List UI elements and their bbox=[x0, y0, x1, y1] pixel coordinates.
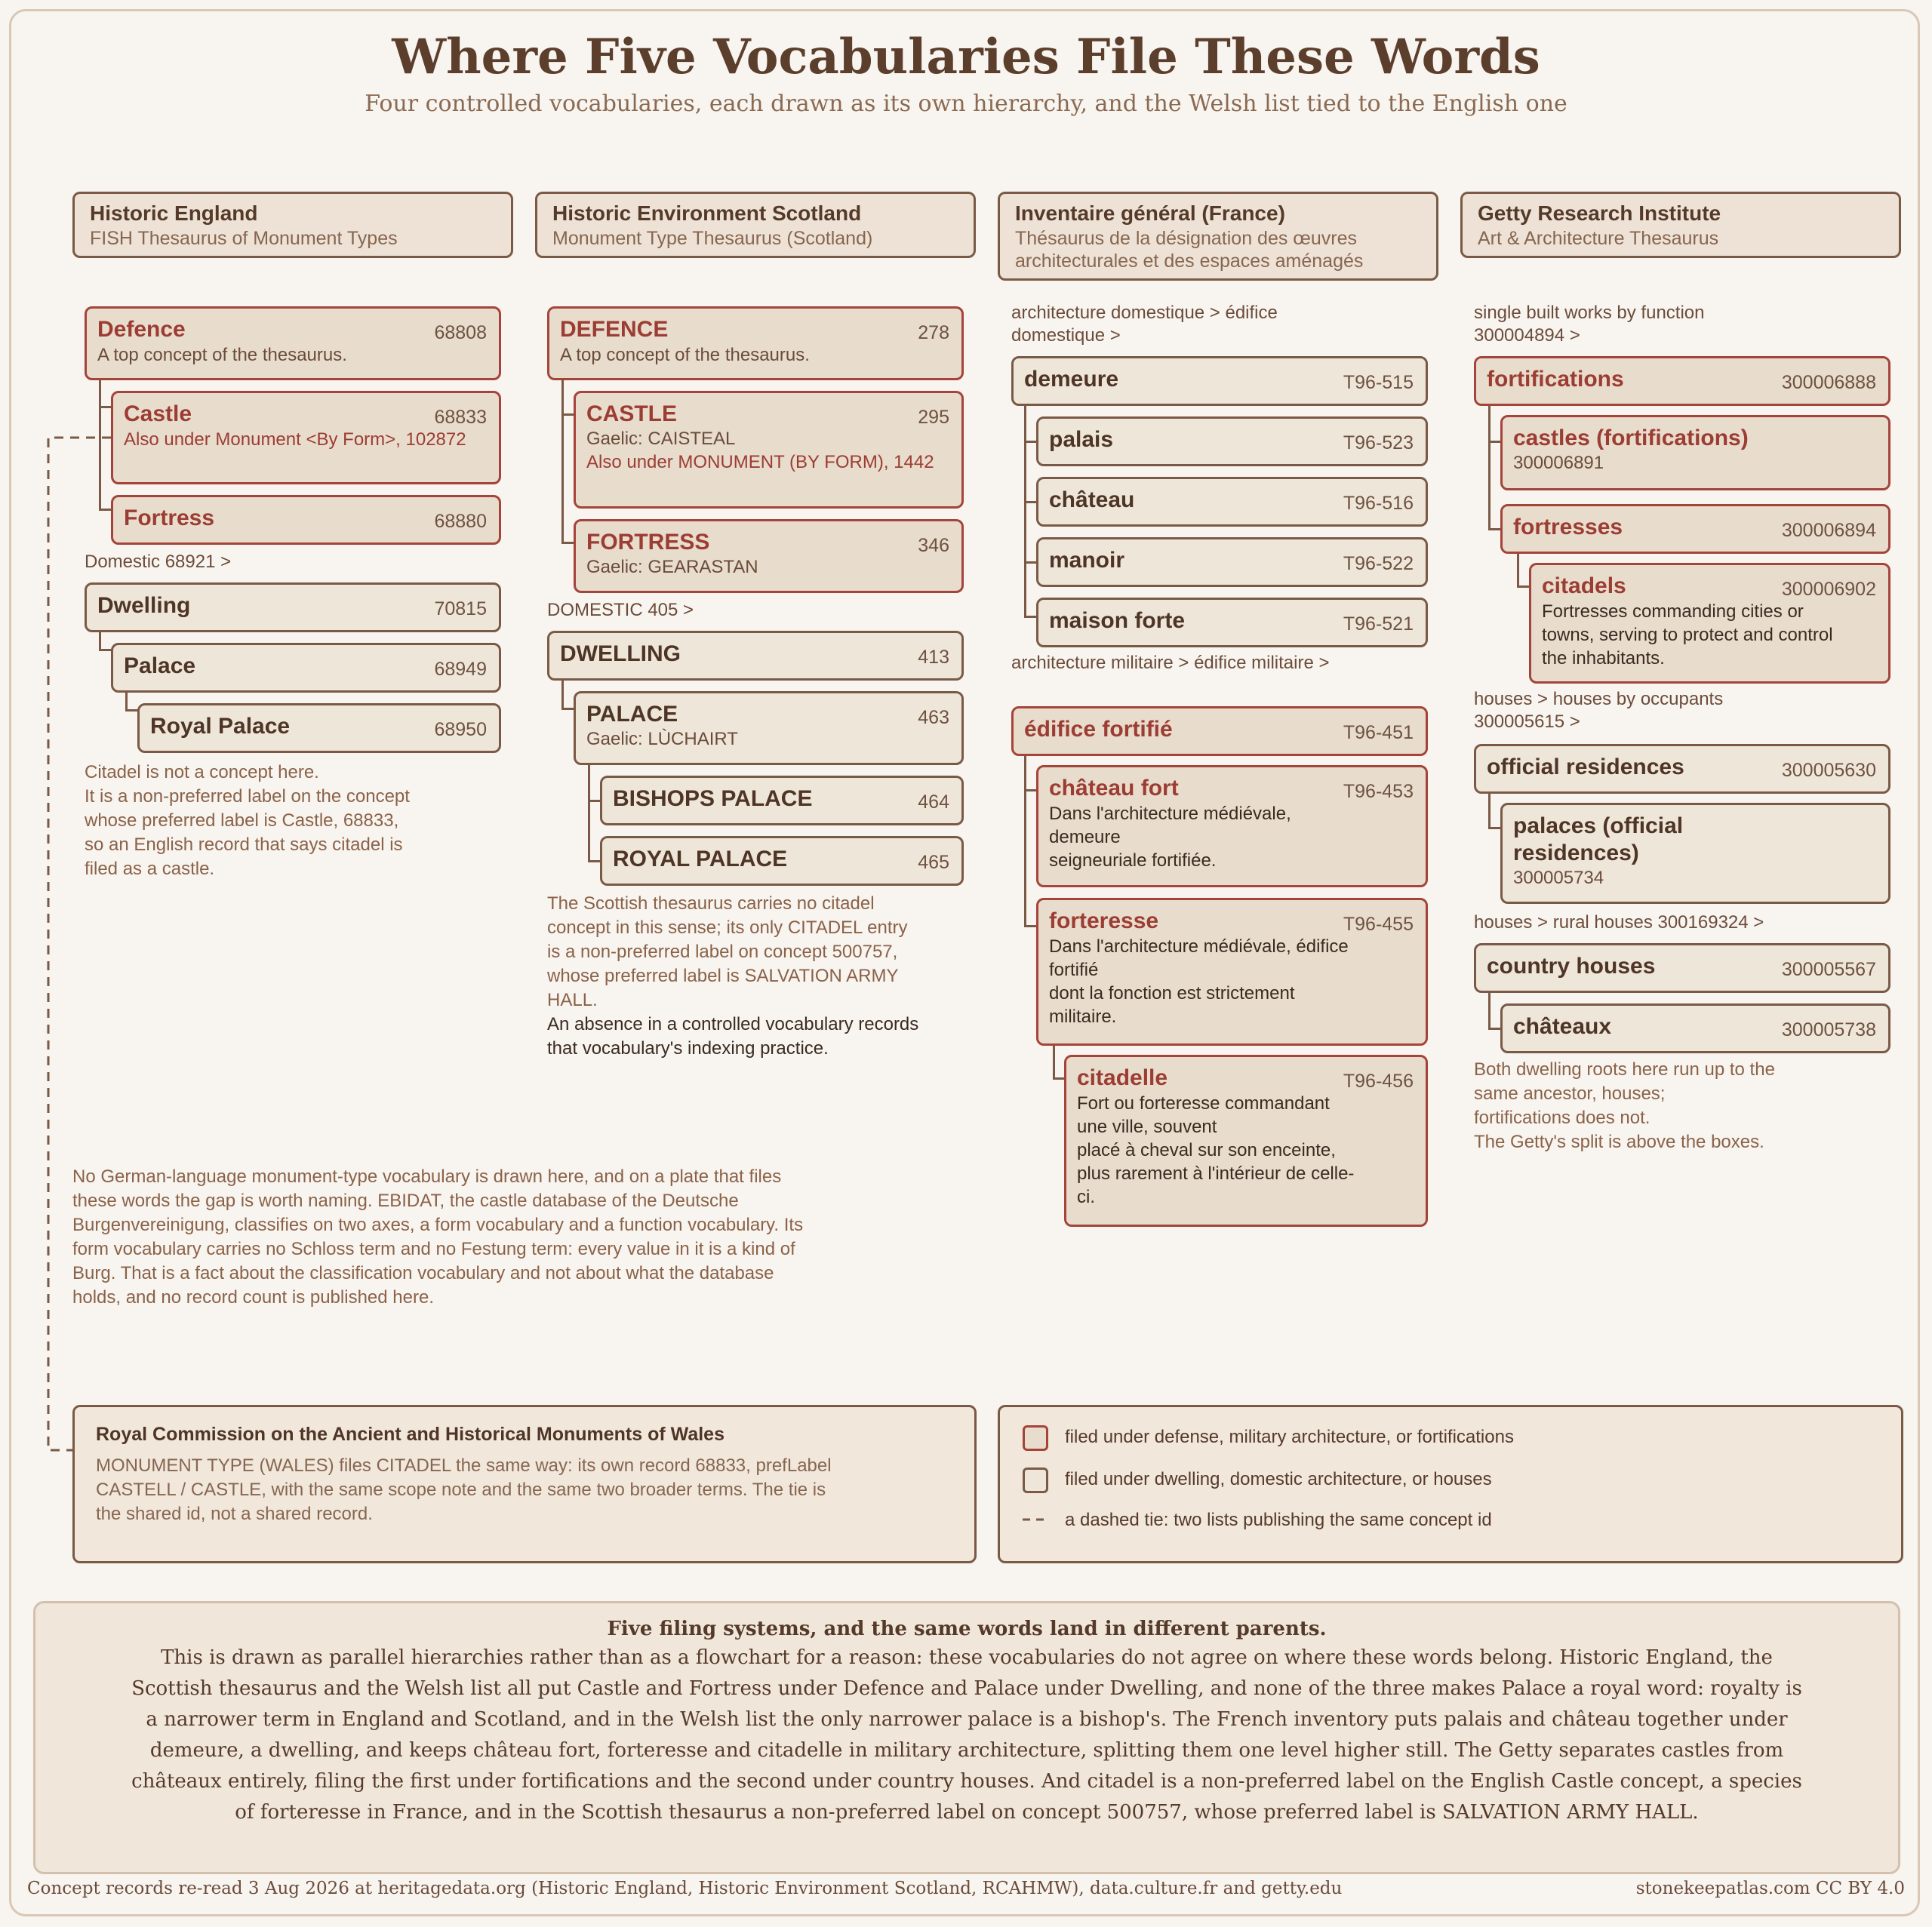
node-id: 300005738 bbox=[1781, 1019, 1876, 1040]
node-id: T96-453 bbox=[1343, 781, 1414, 802]
node-label: édifice fortifié bbox=[1024, 717, 1173, 742]
legend-label: filed under dwelling, domestic architecture, or houses bbox=[1065, 1469, 1492, 1489]
node-label: official residences bbox=[1487, 755, 1684, 779]
breadcrumb: architecture domestique > édifice domestique > bbox=[1011, 303, 1278, 346]
node-note: A top concept of the thesaurus. bbox=[97, 345, 347, 365]
node-id: 465 bbox=[918, 852, 949, 873]
node-id: 68880 bbox=[434, 511, 487, 532]
node-label: maison forte bbox=[1049, 608, 1186, 633]
breadcrumb: single built works by function 300004894 > bbox=[1474, 303, 1705, 346]
node-id: T96-521 bbox=[1343, 613, 1414, 635]
legend-label: a dashed tie: two lists publishing the same concept id bbox=[1065, 1510, 1492, 1530]
column-header-subtitle: Thésaurus de la désignation des œuvres architecturales et des espaces aménagés bbox=[1015, 228, 1364, 272]
node-id: T96-523 bbox=[1343, 432, 1414, 453]
breadcrumb: Domestic 68921 > bbox=[85, 552, 232, 572]
node-label: ROYAL PALACE bbox=[613, 847, 788, 871]
node-label: FORTRESS bbox=[586, 530, 710, 555]
node-id: 346 bbox=[918, 535, 949, 556]
node-label: Dwelling bbox=[97, 593, 191, 618]
column-header-subtitle: Monument Type Thesaurus (Scotland) bbox=[552, 228, 873, 249]
column-header-subtitle: Art & Architecture Thesaurus bbox=[1478, 228, 1719, 249]
node-label: château bbox=[1049, 487, 1135, 512]
legend-dash-icon bbox=[1023, 1517, 1050, 1522]
column-header-title: Getty Research Institute bbox=[1478, 201, 1721, 225]
scotland-note-text: The Scottish thesaurus carries no citadel concept in this sense; its only CITADEL entry is a non-preferred label on concept 500757, whose preferred label is SALVATION ARMY HALL. bbox=[547, 893, 908, 1010]
node-id: 70815 bbox=[434, 598, 487, 619]
node-gaelic: Gaelic: CAISTEAL bbox=[586, 429, 736, 449]
legend-swatch-dwelling bbox=[1023, 1468, 1048, 1493]
column-header-subtitle: FISH Thesaurus of Monument Types bbox=[90, 228, 398, 249]
wales-text: MONUMENT TYPE (WALES) files CITADEL the same way: its own record 68833, prefLabel CASTELL / CASTLE, with the same scope note and the same two broader terms. The tie is the shared id, not a shared record. bbox=[96, 1455, 832, 1524]
node-label: Fortress bbox=[124, 506, 215, 530]
england-citadel-note: Citadel is not a concept here. It is a non-preferred label on the concept whose preferred label is Castle, 68833, so an English record that says citadel is filed as a castle. bbox=[85, 762, 410, 879]
node-id: 464 bbox=[918, 791, 949, 813]
node-label: citadels bbox=[1542, 573, 1626, 598]
node-id: T96-455 bbox=[1343, 914, 1414, 935]
node-label: fortresses bbox=[1513, 515, 1623, 539]
wales-panel bbox=[72, 1405, 977, 1563]
node-note: A top concept of the thesaurus. bbox=[560, 345, 810, 365]
node-id: 300005734 bbox=[1513, 868, 1604, 888]
page-title: Where Five Vocabularies File These Words bbox=[392, 29, 1540, 85]
node-id: 300006894 bbox=[1781, 520, 1876, 541]
getty-note: Both dwelling roots here run up to the same ancestor, houses; fortifications does not. The Getty's split is above the boxes. bbox=[1474, 1059, 1775, 1152]
node-label: country houses bbox=[1487, 954, 1656, 979]
node-label: château fort bbox=[1049, 776, 1179, 801]
node-id: 300006902 bbox=[1781, 579, 1876, 600]
legend bbox=[998, 1405, 1903, 1563]
legend-swatch-defense bbox=[1023, 1425, 1048, 1451]
breadcrumb: houses > houses by occupants 300005615 > bbox=[1474, 689, 1724, 732]
node-label: demeure bbox=[1024, 367, 1119, 392]
column-header-title: Historic England bbox=[90, 201, 258, 225]
node-note: Also under MONUMENT (BY FORM), 1442 bbox=[586, 452, 934, 472]
node-label: châteaux bbox=[1513, 1014, 1612, 1039]
node-label: palais bbox=[1049, 427, 1114, 452]
node-label: PALACE bbox=[586, 702, 678, 727]
breadcrumb: DOMESTIC 405 > bbox=[547, 600, 694, 620]
node-label: BISHOPS PALACE bbox=[613, 786, 813, 811]
node-note: Fortresses commanding cities or towns, serving to protect and control the inhabitants. bbox=[1542, 601, 1833, 668]
node-id: T96-522 bbox=[1343, 553, 1414, 574]
node-label: manoir bbox=[1049, 548, 1125, 573]
node-label: fortifications bbox=[1487, 367, 1624, 392]
node-id: 295 bbox=[918, 407, 949, 428]
node-note: Dans l'architecture médiévale, demeure seigneuriale fortifiée. bbox=[1049, 804, 1291, 871]
node-label: CASTLE bbox=[586, 401, 677, 426]
node-id: 413 bbox=[918, 647, 949, 668]
node-label: Royal Palace bbox=[150, 714, 291, 739]
german-vocabulary-note: No German-language monument-type vocabulary is drawn here, and on a plate that files these words the gap is worth naming. EBIDAT, the castle database of the Deutsche Burgenvereinigung, classifies on two axes, a form vocabulary and a function vocabulary. Its form vocabulary carries no Schloss term and no Festung term: every value in it is a kind of Burg. That is a fact about the classification vocabulary and not about what the database holds, and no record count is published here. bbox=[72, 1166, 804, 1308]
node-label: castles (fortifications) bbox=[1513, 426, 1749, 450]
node-id: 300006891 bbox=[1513, 453, 1604, 473]
node-note: Also under Monument <By Form>, 102872 bbox=[124, 429, 466, 450]
node-gaelic: Gaelic: LÙCHAIRT bbox=[586, 729, 738, 749]
wales-header: Royal Commission on the Ancient and Historical Monuments of Wales bbox=[96, 1424, 724, 1445]
node-id: T96-451 bbox=[1343, 722, 1414, 743]
node-id: T96-456 bbox=[1343, 1071, 1414, 1092]
footer-license: stonekeepatlas.com CC BY 4.0 bbox=[1635, 1879, 1905, 1898]
node-label: palaces (official residences) bbox=[1513, 813, 1684, 865]
node-id: 68950 bbox=[434, 719, 487, 740]
node-label: Palace bbox=[124, 653, 196, 678]
scotland-note-text-2: An absence in a controlled vocabulary records that vocabulary's indexing practice. bbox=[547, 1014, 919, 1059]
summary-body: This is drawn as parallel hierarchies rather than as a flowchart for a reason: these vocabularies do not agree on where these words belong. Historic England, the Scottish thesaurus and the Welsh list all put Castle and Fortress under Defence and Palace under Dwelling, and none of the three makes Palace a royal word: royalty is a narrower term in England and Scotland, and in the Welsh list the only narrower palace is a bishop's. The French inventory puts palais and château together under demeure, a dwelling, and keeps château fort, forteresse and citadelle in military architecture, splitting them one level higher still. The Getty separates castles from châteaux entirely, filing the first under fortifications and the second under country houses. And citadel is a non-preferred label on the English Castle concept, a species of forteresse in France, and in the Scottish thesaurus a non-preferred label on concept 500757, whose preferred label is SALVATION ARMY HALL. bbox=[131, 1646, 1802, 1824]
node-gaelic: Gaelic: GEARASTAN bbox=[586, 557, 758, 577]
node-label: DEFENCE bbox=[560, 317, 669, 342]
breadcrumb: architecture militaire > édifice militaire > bbox=[1011, 653, 1330, 673]
column-header-title: Inventaire général (France) bbox=[1015, 201, 1285, 225]
legend-label: filed under defense, military architecture, or fortifications bbox=[1065, 1427, 1514, 1447]
node-id: 463 bbox=[918, 707, 949, 728]
node-label: DWELLING bbox=[560, 641, 681, 666]
node-label: Defence bbox=[97, 317, 186, 342]
node-id: 300005630 bbox=[1781, 760, 1876, 781]
node-note: Dans l'architecture médiévale, édifice fortifié dont la fonction est strictement militaire. bbox=[1049, 936, 1349, 1027]
node-id: 68833 bbox=[434, 407, 487, 428]
node-id: 278 bbox=[918, 322, 949, 343]
node-label: forteresse bbox=[1049, 908, 1159, 933]
summary-panel bbox=[33, 1601, 1900, 1874]
node-note: Fort ou forteresse commandant une ville, souvent placé à cheval sur son enceinte, plus rarement à l'intérieur de celle-ci. bbox=[1077, 1093, 1355, 1207]
summary-heading: Five filing systems, and the same words land in different parents. bbox=[607, 1618, 1327, 1640]
node-id: T96-516 bbox=[1343, 493, 1414, 514]
node-id: 68808 bbox=[434, 322, 487, 343]
footer-source: Concept records re-read 3 Aug 2026 at heritagedata.org (Historic England, Historic Environment Scotland, RCAHMW), data.culture.fr and getty.edu bbox=[27, 1879, 1343, 1898]
node-id: 68949 bbox=[434, 659, 487, 680]
column-header-title: Historic Environment Scotland bbox=[552, 201, 862, 225]
node-label: citadelle bbox=[1077, 1065, 1168, 1090]
node-id: 300005567 bbox=[1781, 959, 1876, 980]
node-id: T96-515 bbox=[1343, 372, 1414, 393]
page-subtitle: Four controlled vocabularies, each drawn as its own hierarchy, and the Welsh list tied to the English one bbox=[365, 91, 1567, 117]
breadcrumb: houses > rural houses 300169324 > bbox=[1474, 912, 1764, 933]
node-label: Castle bbox=[124, 401, 192, 426]
node-id: 300006888 bbox=[1781, 372, 1876, 393]
